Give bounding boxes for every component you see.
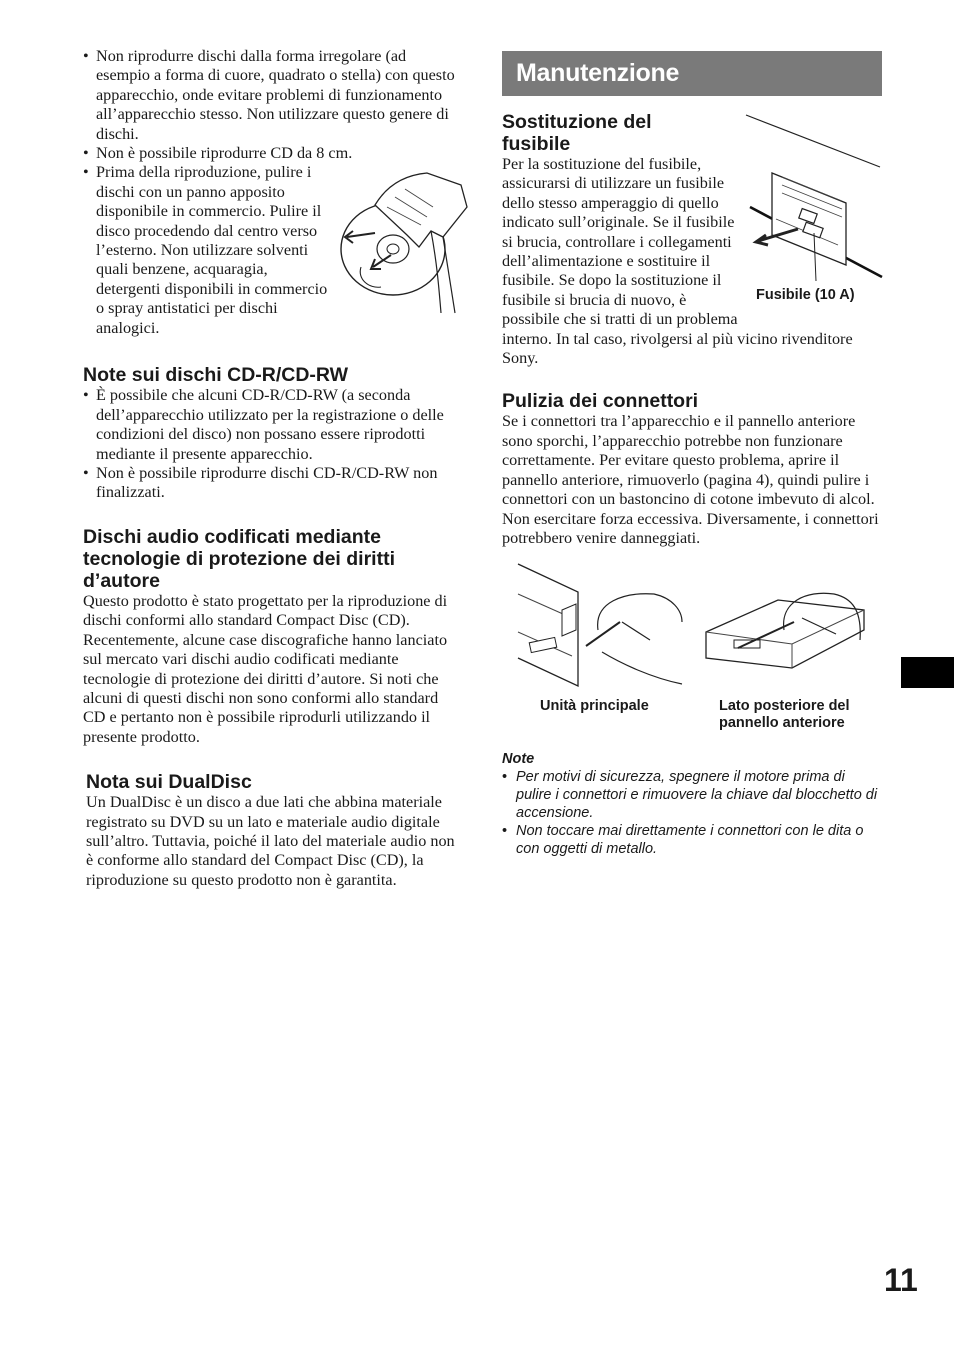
bullet-cleaning-text: Prima della riproduzione, pulire i dischi con un panno apposito disponibile in commercio. Pulire il disco procedendo dal centro verso l’esterno. Non utilizzare solventi quali benzene, acquaragia, detergenti disponibili in commercio o spray antistatici per dischi analogici. [96, 163, 328, 337]
dualdisc-heading: Nota sui DualDisc [86, 771, 252, 794]
right-column [502, 51, 882, 858]
connectors-illustration [502, 560, 882, 750]
cdr-bullet-1: • È possibile che alcuni CD-R/CD-RW (a seconda dell’apparecchio utilizzato per la registrazione o delle condizioni del disco) non possano essere riprodotti mediante il presente apparecchio. [83, 386, 463, 464]
disc-cleaning-illustration [335, 167, 471, 315]
fuse-figure [742, 111, 884, 281]
cdr-bullet-list [83, 386, 463, 502]
cdr-bullet-2: • Non è possibile riprodurre dischi CD-R/CD-RW non finalizzati. [83, 464, 463, 503]
note-item-1: • Per motivi di sicurezza, spegnere il motore prima di pulire i connettori e rimuovere la chiave dal blocchetto di accensione. [502, 768, 882, 822]
cdr-heading: Note sui dischi CD-R/CD-RW [83, 364, 349, 387]
fuse-heading: Sostituzione del fusibile [502, 111, 652, 155]
copy-protection-para-1: Questo prodotto è stato progettato per la riproduzione di dischi conformi allo standard Compact Disc (CD). [83, 591, 448, 630]
left-column [83, 47, 463, 890]
bullet-irregular-discs: • Non riprodurre dischi dalla forma irregolare (ad esempio a forma di cuore, quadrato o stella) con questo apparecchio, onde evitare problemi di funzionamento all’apparecchio stesso. Non utilizzare questo genere di dischi. [83, 47, 463, 144]
connectors-heading: Pulizia dei connettori [502, 390, 699, 413]
note-heading: Note [502, 751, 535, 768]
bullet-cleaning [83, 163, 463, 348]
connectors-para: Se i connettori tra l’apparecchio e il pannello anteriore sono sporchi, l’apparecchio potrebbe non funzionare correttamente. Per evitare questo problema, aprire il pannello anteriore, rimuoverlo (pagina 4), quindi pulire i connettori con un bastoncino di cotone imbevuto di alcol. Non esercitare forza eccessiva. Diversamente, i connettori potrebbero venire danneggiati. [502, 412, 879, 547]
fuse-section [502, 111, 882, 368]
intro-bullet-list [83, 47, 463, 348]
caption-front-panel-back: Lato posteriore del pannello anteriore [719, 698, 850, 732]
dualdisc-para: Un DualDisc è un disco a due lati che abbina materiale registrato su DVD su un lato e materiale audio digitale sull’altro. Tuttavia, poiché il lato del materiale audio non è conforme allo standard del Compact Disc (CD), la riproduzione su questo prodotto non è garantita. [86, 793, 455, 889]
fuse-figure-label: Fusibile (10 A) [756, 287, 855, 303]
note-item-2: • Non toccare mai direttamente i connettori con le dita o con oggetti di metallo. [502, 822, 882, 858]
connectors-figure [502, 560, 882, 690]
section-tab-marker [901, 657, 954, 688]
bullet-8cm-cd: • Non è possibile riprodurre CD da 8 cm. [83, 144, 463, 163]
fuse-para: Per la sostituzione del fusibile, assicurarsi di utilizzare un fusibile dello stesso amperaggio di quello indicato sull’originale. Se il fusibile si brucia, controllare i collegamenti dell’alimentazione e sostituire il fusibile. Se dopo la sostituzione il fusibile si brucia di nuovo, è possibile che si tratti di un problema interno. In tal caso, rivolgersi al più vicino rivenditore Sony. [502, 155, 853, 368]
section-banner: Manutenzione [502, 51, 882, 96]
note-list [502, 768, 882, 858]
fuse-illustration [742, 111, 884, 307]
page-number: 11 [884, 1262, 918, 1298]
copy-protection-para-2: Recentemente, alcune case discografiche hanno lanciato sul mercato vari dischi audio codificati mediante tecnologie di protezione dei diritti d’autore. Si noti che alcuni di questi dischi non sono conformi allo standard CD e pertanto non è possibile riprodurli utilizzando il presente prodotto. [83, 630, 448, 746]
caption-main-unit: Unità principale [540, 698, 649, 715]
disc-cleaning-figure [335, 167, 471, 315]
copy-protection-heading: Dischi audio codificati mediante tecnologie di protezione dei diritti d’autore [83, 525, 396, 592]
